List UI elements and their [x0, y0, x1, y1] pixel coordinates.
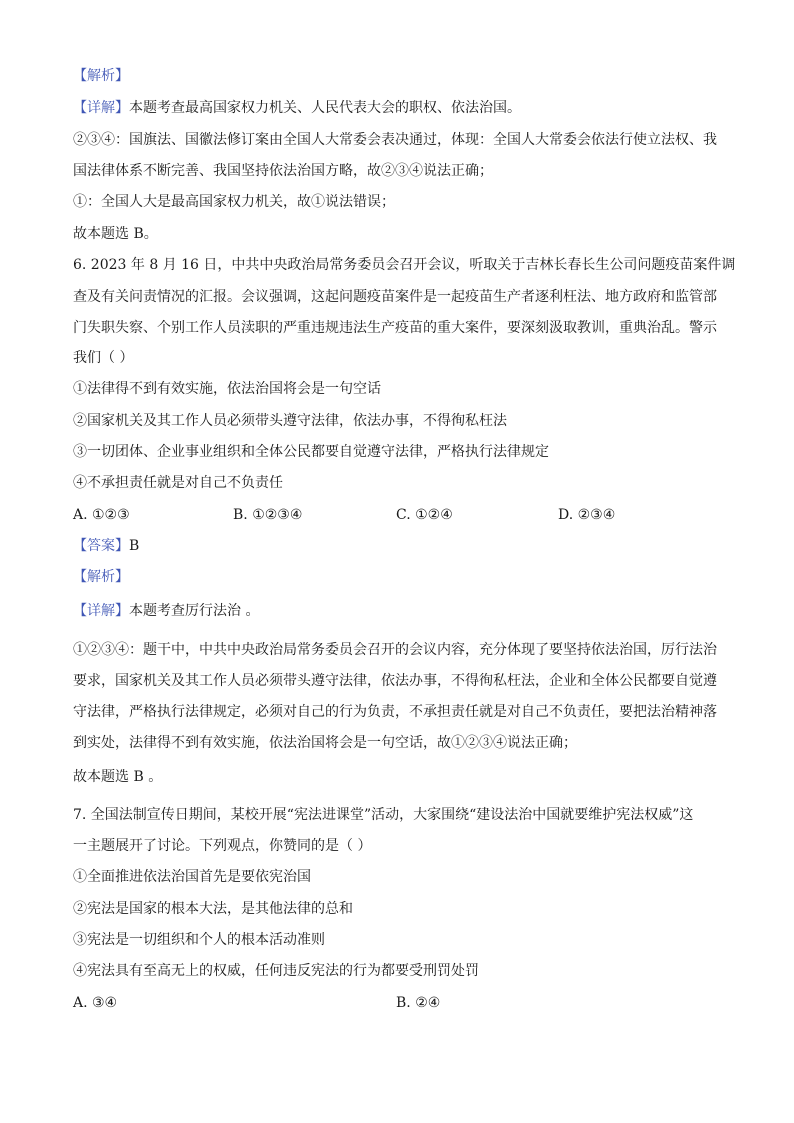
- q6-stem-2: 查及有关问责情况的汇报。会议强调，这起问题疫苗案件是一起疫苗生产者逐利枉法、地方政府和监管部: [73, 289, 717, 305]
- q5-line-1: ②③④：国旗法、国徽法修订案由全国人大常委会表决通过，体现：全国人大常委会依法行使立法权、我: [73, 132, 717, 148]
- q7-statement-4: ④宪法具有至高无上的权威，任何违反宪法的行为都要受刑罚处罚: [73, 963, 479, 979]
- q6-option-c: C. ①②④: [396, 507, 453, 523]
- q5-detail-tag: 【详解】: [73, 100, 129, 116]
- q6-detail-tag: 【详解】: [73, 603, 129, 619]
- q5-line-3: ①：全国人大是最高国家权力机关，故①说法错误；: [73, 194, 395, 210]
- q6-statement-3: ③一切团体、企业事业组织和全体公民都要自觉遵守法律，严格执行法律规定: [73, 444, 549, 460]
- q6-stem-4: 我们（ ）: [73, 350, 134, 366]
- q6-line-2: 要求，国家机关及其工作人员必须带头遵守法律，依法办事，不得徇私枉法，企业和全体公民都要自觉遵: [73, 673, 717, 689]
- q6-line-3: 守法律，严格执行法律规定，必须对自己的行为负责，不承担责任就是对自己不负责任，要把法治精神落: [73, 704, 717, 720]
- q7-stem-1: 7. 全国法制宣传日期间，某校开展“宪法进课堂”活动，大家围绕“建设法治中国就要维护宪法权威”这: [73, 807, 694, 823]
- q6-line-4: 到实处，法律得不到有效实施，依法治国将会是一句空话，故①②③④说法正确；: [73, 735, 577, 751]
- q7-statement-3: ③宪法是一切组织和个人的根本活动准则: [73, 932, 325, 948]
- q6-answer: [73, 536, 733, 556]
- q6-answer-tag: 【答案】: [73, 538, 129, 554]
- q5-detail: [73, 98, 733, 118]
- q5-analysis-tag: 【解析】: [73, 68, 129, 84]
- q6-answer-value: B: [129, 538, 140, 554]
- q6-statement-4: ④不承担责任就是对自己不负责任: [73, 475, 283, 491]
- q7-option-b: B. ②④: [396, 995, 441, 1011]
- q5-line-4: 故本题选 B。: [73, 226, 158, 242]
- q6-statement-1: ①法律得不到有效实施，依法治国将会是一句空话: [73, 381, 381, 397]
- q7-statement-2: ②宪法是国家的根本大法，是其他法律的总和: [73, 901, 353, 917]
- q7-option-a: A. ③④: [73, 995, 118, 1011]
- q5-line-2: 国法律体系不断完善、我国坚持依法治国方略，故②③④说法正确；: [73, 163, 493, 179]
- q6-detail-text: 本题考查厉行法治 。: [129, 603, 260, 619]
- q6-analysis-tag: 【解析】: [73, 569, 129, 585]
- q5-detail-text: 本题考查最高国家权力机关、人民代表大会的职权、依法治国。: [129, 100, 521, 116]
- q6-option-b: B. ①②③④: [233, 507, 303, 523]
- q6-option-a: A. ①②③: [73, 507, 130, 523]
- q6-statement-2: ②国家机关及其工作人员必须带头遵守法律，依法办事，不得徇私枉法: [73, 413, 507, 429]
- q6-stem-3: 门失职失察、个别工作人员渎职的严重违规违法生产疫苗的重大案件，要深刻汲取教训，重典治乱。警示: [73, 320, 717, 336]
- q6-detail: [73, 601, 733, 621]
- q6-line-5: 故本题选 B 。: [73, 769, 163, 785]
- q6-stem-1: 6. 2023 年 8 月 16 日，中共中央政治局常务委员会召开会议，听取关于吉林长春长生公司问题疫苗案件调: [73, 257, 736, 273]
- q6-option-d: D. ②③④: [558, 507, 616, 523]
- q6-line-1: ①②③④：题干中，中共中央政治局常务委员会召开的会议内容，充分体现了要坚持依法治国，厉行法治: [73, 642, 717, 658]
- q7-stem-2: 一主题展开了讨论。下列观点，你赞同的是（ ）: [73, 838, 372, 854]
- q7-statement-1: ①全面推进依法治国首先是要依宪治国: [73, 869, 311, 885]
